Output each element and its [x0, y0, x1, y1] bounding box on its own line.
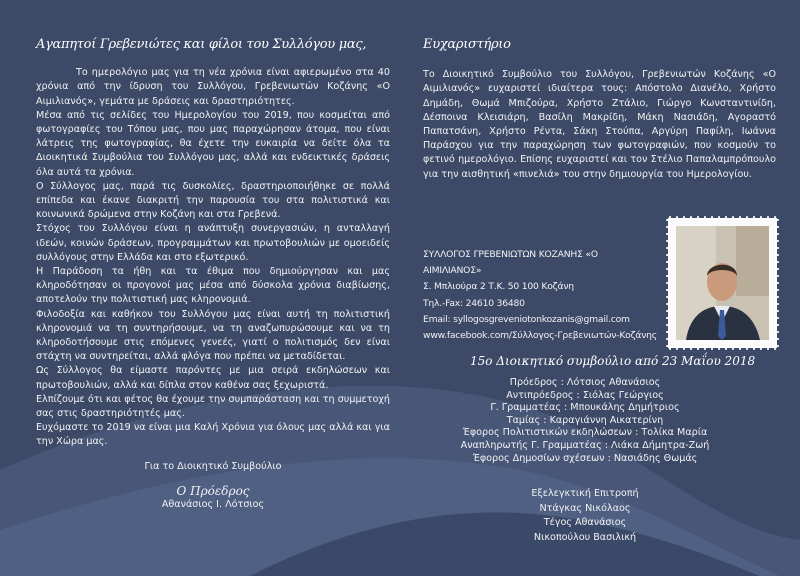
greeting-heading: Αγαπητοί Γρεβενιώτες και φίλοι του Συλλόγου μας, [36, 37, 367, 52]
paragraph: Μέσα από τις σελίδες του Ημερολογίου του 2019, που κοσμείται από φωτογραφίες του Τόπου μας, που μας παραχώρησαν άτομα, που είναι λάτρεις της φωτογραφίας, θα έχετε την ευκαιρία να δείτε όλα τα Διοικητικά Συμβούλια του Συλλόγου μας, αλλά και ενδεικτικές δράσεις όλα αυτά τα χρόνια. [36, 109, 390, 178]
paragraph: Ως Σύλλογος θα είμαστε παρόντες με μια σειρά εκδηλώσεων και πρωτοβουλιών, αλλά και δίπλα στον καθένα σας ξεχωριστά. [36, 365, 390, 391]
portrait-image [676, 226, 769, 340]
thanks-paragraph: Το Διοικητικό Συμβούλιο του Συλλόγου, Γρεβενιωτών Κοζάνης «Ο Αιμιλιανός» ευχαριστεί ιδιαίτερα τους: Απόστολο Διανέλο, Χρήστο Δημάδη, Θωμά Μπιζούρα, Χρήστο Ζτάλιο, Γιώργο Κωνσταντινίδη, Δέσποινα Κλεισιάρη, Βασίλη Μακρίδη, Μάκη Νασιάδη, Αγοραστό Παπατσάνη, Χρήστο Ρέντα, Σάκη Στούπα, Αργύρη Παφίλη, Ιωάννα Παράσχου για την παραχώρηση των φωτογραφιών, που κοσμούν το φετινό ημερολόγιο. Επίσης ευχαριστεί και τον Στέλιο Παπαλαμπρόπουλο για την αισθητική «πινελιά» του στην δημιουργία του Ημερολογίου. [423, 69, 776, 180]
signature-role: Ο Πρόεδρος [176, 483, 250, 498]
right-column [423, 38, 776, 182]
paragraph: Ελπίζουμε ότι και φέτος θα έχουμε την συμπαράσταση και τη συμμετοχή σας στις δραστηριότητές μας. [36, 393, 390, 420]
paragraph: Στόχος του Συλλόγου είναι η ανάπτυξη συνεργασιών, η ανταλλαγή ιδεών, κοινών δράσεων, προγραμμάτων και πρωτοβουλιών με ομοειδείς συλλόγους στην Ελλάδα και στο εξωτερικό. [36, 223, 390, 263]
paragraph: Το ημερολόγιο μας για τη νέα χρόνια είναι αφιερωμένο στα 40 χρόνια από την ίδρυση του Συλλόγου, Γρεβενιωτών Κοζάνης «Ο Αιμιλιανός», γεμάτα με δράσεις και δραστηριότητες. [36, 67, 390, 107]
audit-member: Ντάγκας Νικόλαος [539, 502, 631, 514]
board-member: Αναπληρωτής Γ. Γραμματέας : Λιάκα Δήμητρα-Ζωή [460, 439, 710, 451]
audit-member: Νικοπούλου Βασιλική [533, 531, 637, 543]
org-name: ΣΥΛΛΟΓΟΣ ΓΡΕΒΕΝΙΩΤΩΝ ΚΟΖΑΝΗΣ «Ο ΑΙΜΙΛΙΑΝΟΣ» [423, 249, 598, 277]
phone: Τηλ.-Fax: 24610 36480 [423, 297, 525, 309]
board-list [420, 377, 750, 465]
board-member: Έφορος Δημοσίων σχέσεων : Νασιάδης Θωμάς [472, 452, 698, 464]
paragraph: Ευχόμαστε το 2019 να είναι μια Καλή Χρόνια για όλους μας αλλά και για την Χώρα μας. [36, 422, 390, 448]
board-member: Ταμίας : Καραγιάννη Αικατερίνη [506, 414, 664, 426]
audit-title: Εξελεγκτική Επιτροπή [531, 488, 639, 499]
address: Σ. Μπλιούρα 2 Τ.Κ. 50 100 Κοζάνη [423, 281, 574, 293]
email-link[interactable]: Email: syllogosgreveniotonkozanis@gmail.com [423, 313, 630, 325]
paragraph: Η Παράδοση τα ήθη και τα έθιμα που δημιούργησαν και μας κληροδότησαν οι προγονοί μας μέσα από δύσκολα χρόνια διαβίωσης, αποτελούν την πολιτιστική μας κληρονομιά. [36, 266, 390, 306]
paragraph: Ο Σύλλογος μας, παρά τις δυσκολίες, δραστηριοποιήθηκε σε πολλά επίπεδα και έκανε διακριτή την παρουσία του στα πολιτιστικά και κοινωνικά δρώμενα στην Κοζάνη και στα Γρεβενά. [36, 180, 390, 221]
board-member: Πρόεδρος : Λότσιος Αθανάσιος [509, 377, 661, 388]
paragraph: Φιλοδοξία και καθήκον του Συλλόγου μας είναι αυτή τη πολιτιστική κληρονομιά να τη συντηρήσουμε, να τη αναζωπυρώσουμε και να τη κληροδοτήσουμε στις επόμενες γενεές, γιατί ο πολιτισμός δεν είναι στάχτη να συντηρείται, αλλά φλόγα που πρέπει να μεταδίδεται. [36, 308, 390, 363]
signature-block [36, 460, 390, 513]
facebook-link[interactable]: www.facebook.com/Σύλλογος-Γρεβενιωτών-Κοζάνης [423, 330, 658, 342]
board-title: 15ο Διοικητικό συμβούλιο από 23 Μαΐου 2018 [470, 354, 756, 368]
board-member: Έφορος Πολιτιστικών εκδηλώσεων : Τολίκα Μαρία [462, 427, 708, 439]
contact-block [423, 247, 658, 344]
board-member: Αντιπρόεδρος : Σιόλας Γεώργιος [506, 389, 664, 401]
board-member: Γ. Γραμματέας : Μπουκάλης Δημήτριος [490, 402, 680, 414]
signature-name: Αθανάσιος Ι. Λότσιος [161, 499, 265, 511]
thanks-heading: Ευχαριστήριο [423, 37, 511, 52]
signature-for: Για το Διοικητικό Συμβούλιο [144, 460, 282, 472]
president-photo [670, 220, 775, 346]
audit-member: Τέγος Αθανάσιος [543, 517, 627, 529]
left-column [36, 38, 390, 512]
audit-committee [500, 487, 670, 545]
